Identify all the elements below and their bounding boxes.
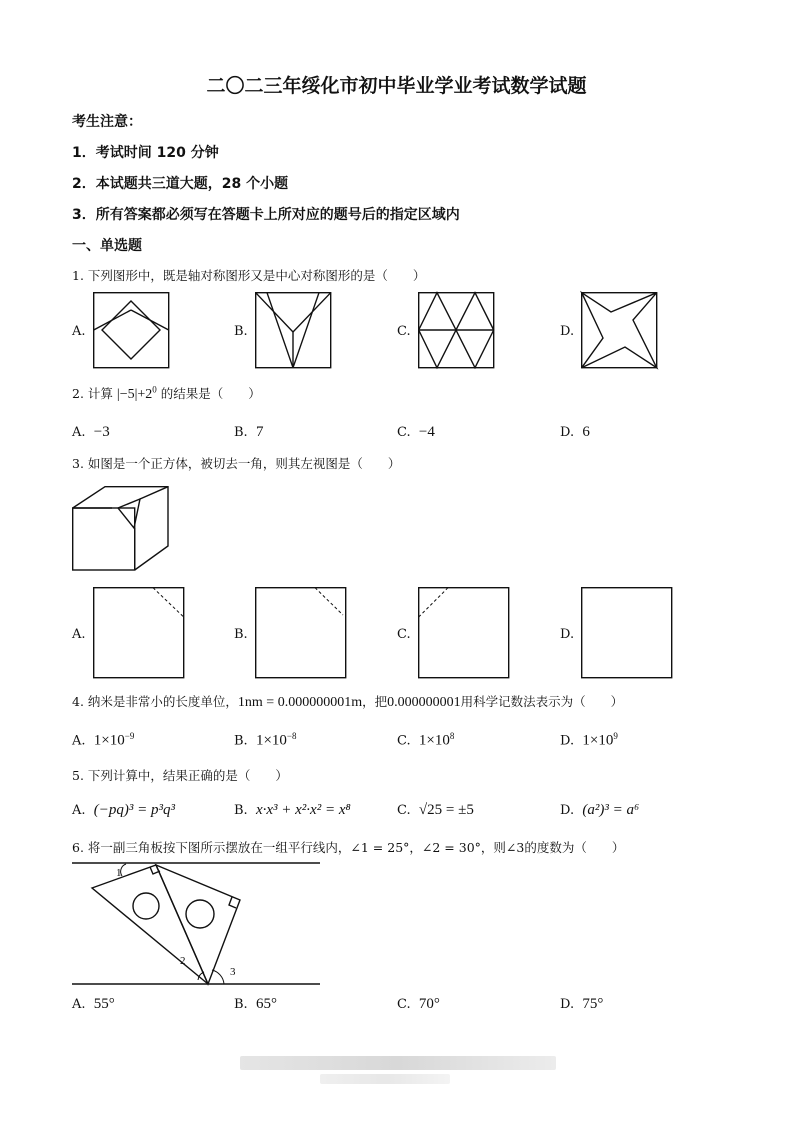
q4-option-b-label: B. xyxy=(234,733,248,749)
q5-option-c-label: C. xyxy=(397,803,411,818)
q2-option-c-value: −4 xyxy=(418,424,435,440)
angle-1-label: 1 xyxy=(116,867,122,879)
q2-stem-pre: 2. 计算 xyxy=(72,386,113,401)
q1-option-b-label: B. xyxy=(234,324,248,339)
q4-stem-mid: ，把 xyxy=(362,694,388,709)
question-6-stem: 6. 将一副三角板按下图所示摆放在一组平行线内，∠1 = 25°，∠2 = 30°，则∠3的度数为（ ） xyxy=(72,840,625,855)
q2-option-a-label: A. xyxy=(72,425,86,440)
q4-option-d-exp: 9 xyxy=(613,731,618,741)
q4-option-b-exp: −8 xyxy=(286,731,297,741)
q5-option-c-value: √25 = ±5 xyxy=(418,802,474,818)
q6-option-d-label: D. xyxy=(560,997,575,1012)
blurred-footer-watermark-2 xyxy=(320,1074,450,1084)
q2-option-a xyxy=(72,424,110,441)
q4-stem-pre: 4. 纳米是非常小的长度单位， xyxy=(72,694,238,709)
q2-exponent: 0 xyxy=(152,384,157,395)
q6-option-d xyxy=(560,996,603,1013)
q4-option-c xyxy=(397,731,454,749)
q4-stem-post: 用科学记数法表示为（ ） xyxy=(460,694,624,709)
question-5-stem: 5. 下列计算中，结果正确的是（ ） xyxy=(72,768,288,783)
q5-option-d-value: (a²)³ = a⁶ xyxy=(582,802,640,818)
q4-equation: 1nm = 0.000000001m xyxy=(237,695,363,710)
angle-2-label: 2 xyxy=(180,955,186,967)
q4-option-c-base: 1×10 xyxy=(418,732,450,749)
q5-option-d xyxy=(560,802,639,819)
q2-option-a-value: −3 xyxy=(93,424,110,440)
notice-item: 3．所有答案都必须写在答题卡上所对应的题号后的指定区域内 xyxy=(72,207,460,223)
q1-figure-c xyxy=(418,292,494,368)
q2-stem-post: 的结果是（ ） xyxy=(160,386,261,401)
q3-cube-figure xyxy=(72,486,172,574)
q5-option-a-label: A. xyxy=(72,803,86,818)
q5-option-a xyxy=(72,802,175,819)
notice-heading: 考生注意： xyxy=(72,114,142,130)
page-title: 二〇二三年绥化市初中毕业学业考试数学试题 xyxy=(206,75,587,97)
q1-figure-a xyxy=(93,292,169,368)
q6-option-b xyxy=(234,996,277,1013)
q2-option-d xyxy=(560,424,590,441)
q3-view-c xyxy=(418,587,510,679)
q6-option-b-label: B. xyxy=(234,997,248,1012)
q4-option-a-label: A. xyxy=(72,733,86,749)
q6-option-d-value: 75° xyxy=(582,996,604,1012)
q4-option-d xyxy=(560,731,618,749)
q5-option-a-value: (−pq)³ = p³q³ xyxy=(93,802,176,818)
section-heading: 一、单选题 xyxy=(72,238,142,254)
q1-option-c-label: C. xyxy=(397,324,411,339)
question-3-stem: 3. 如图是一个正方体，被切去一角，则其左视图是（ ） xyxy=(72,456,401,471)
question-2-stem xyxy=(72,384,261,403)
q5-option-b-value: x·x³ + x²·x² = x⁸ xyxy=(255,802,351,818)
q2-option-b xyxy=(234,424,263,441)
q1-figure-d xyxy=(581,292,657,368)
q4-option-c-label: C. xyxy=(397,733,411,749)
angle-3-label: 3 xyxy=(230,966,236,978)
q5-option-b-label: B. xyxy=(234,803,248,818)
question-1-stem: 1. 下列图形中，既是轴对称图形又是中心对称图形的是（ ） xyxy=(72,268,426,283)
question-4-stem xyxy=(72,692,623,711)
q2-option-c-label: C. xyxy=(397,425,411,440)
q5-option-c xyxy=(397,802,474,819)
notice-item: 2．本试题共三道大题，28 个小题 xyxy=(72,176,289,192)
q3-view-a xyxy=(93,587,185,679)
q1-figure-b xyxy=(255,292,331,368)
q4-option-a-exp: −9 xyxy=(124,731,135,741)
q2-option-c xyxy=(397,424,435,441)
q6-option-c xyxy=(397,996,440,1013)
blurred-footer-watermark xyxy=(240,1056,556,1070)
q2-option-b-label: B. xyxy=(234,425,248,440)
q6-triangle-figure xyxy=(72,860,322,988)
q6-option-c-label: C. xyxy=(397,997,411,1012)
q3-view-b xyxy=(255,587,347,679)
q1-option-a-label: A. xyxy=(72,324,86,339)
q4-option-b-base: 1×10 xyxy=(255,732,287,749)
q1-option-d-label: D. xyxy=(560,324,575,339)
q6-option-a-label: A. xyxy=(72,997,86,1012)
q4-option-a-base: 1×10 xyxy=(93,732,125,749)
q6-option-c-value: 70° xyxy=(418,996,440,1012)
q2-option-d-label: D. xyxy=(560,425,575,440)
notice-item: 1．考试时间 120 分钟 xyxy=(72,145,219,161)
q6-option-a-value: 55° xyxy=(93,996,115,1012)
q2-option-d-value: 6 xyxy=(582,424,590,440)
q3-option-b-label: B. xyxy=(234,627,248,642)
q4-option-d-label: D. xyxy=(560,733,575,749)
q4-option-a xyxy=(72,731,134,749)
q3-option-a-label: A. xyxy=(72,627,86,642)
q3-option-c-label: C. xyxy=(397,627,411,642)
q6-option-b-value: 65° xyxy=(255,996,277,1012)
q2-expression xyxy=(116,384,157,402)
q4-option-b xyxy=(234,731,297,749)
q5-option-d-label: D. xyxy=(560,803,575,818)
q4-number: 0.000000001 xyxy=(387,695,461,710)
q2-option-b-value: 7 xyxy=(255,424,264,440)
q3-option-d-label: D. xyxy=(560,627,575,642)
q3-view-d xyxy=(581,587,673,679)
q5-option-b xyxy=(234,802,351,819)
q4-option-c-exp: 8 xyxy=(449,731,455,741)
q6-option-a xyxy=(72,996,115,1013)
q4-option-d-base: 1×10 xyxy=(582,732,614,749)
q2-expr-text: |−5|+2 xyxy=(116,387,153,402)
